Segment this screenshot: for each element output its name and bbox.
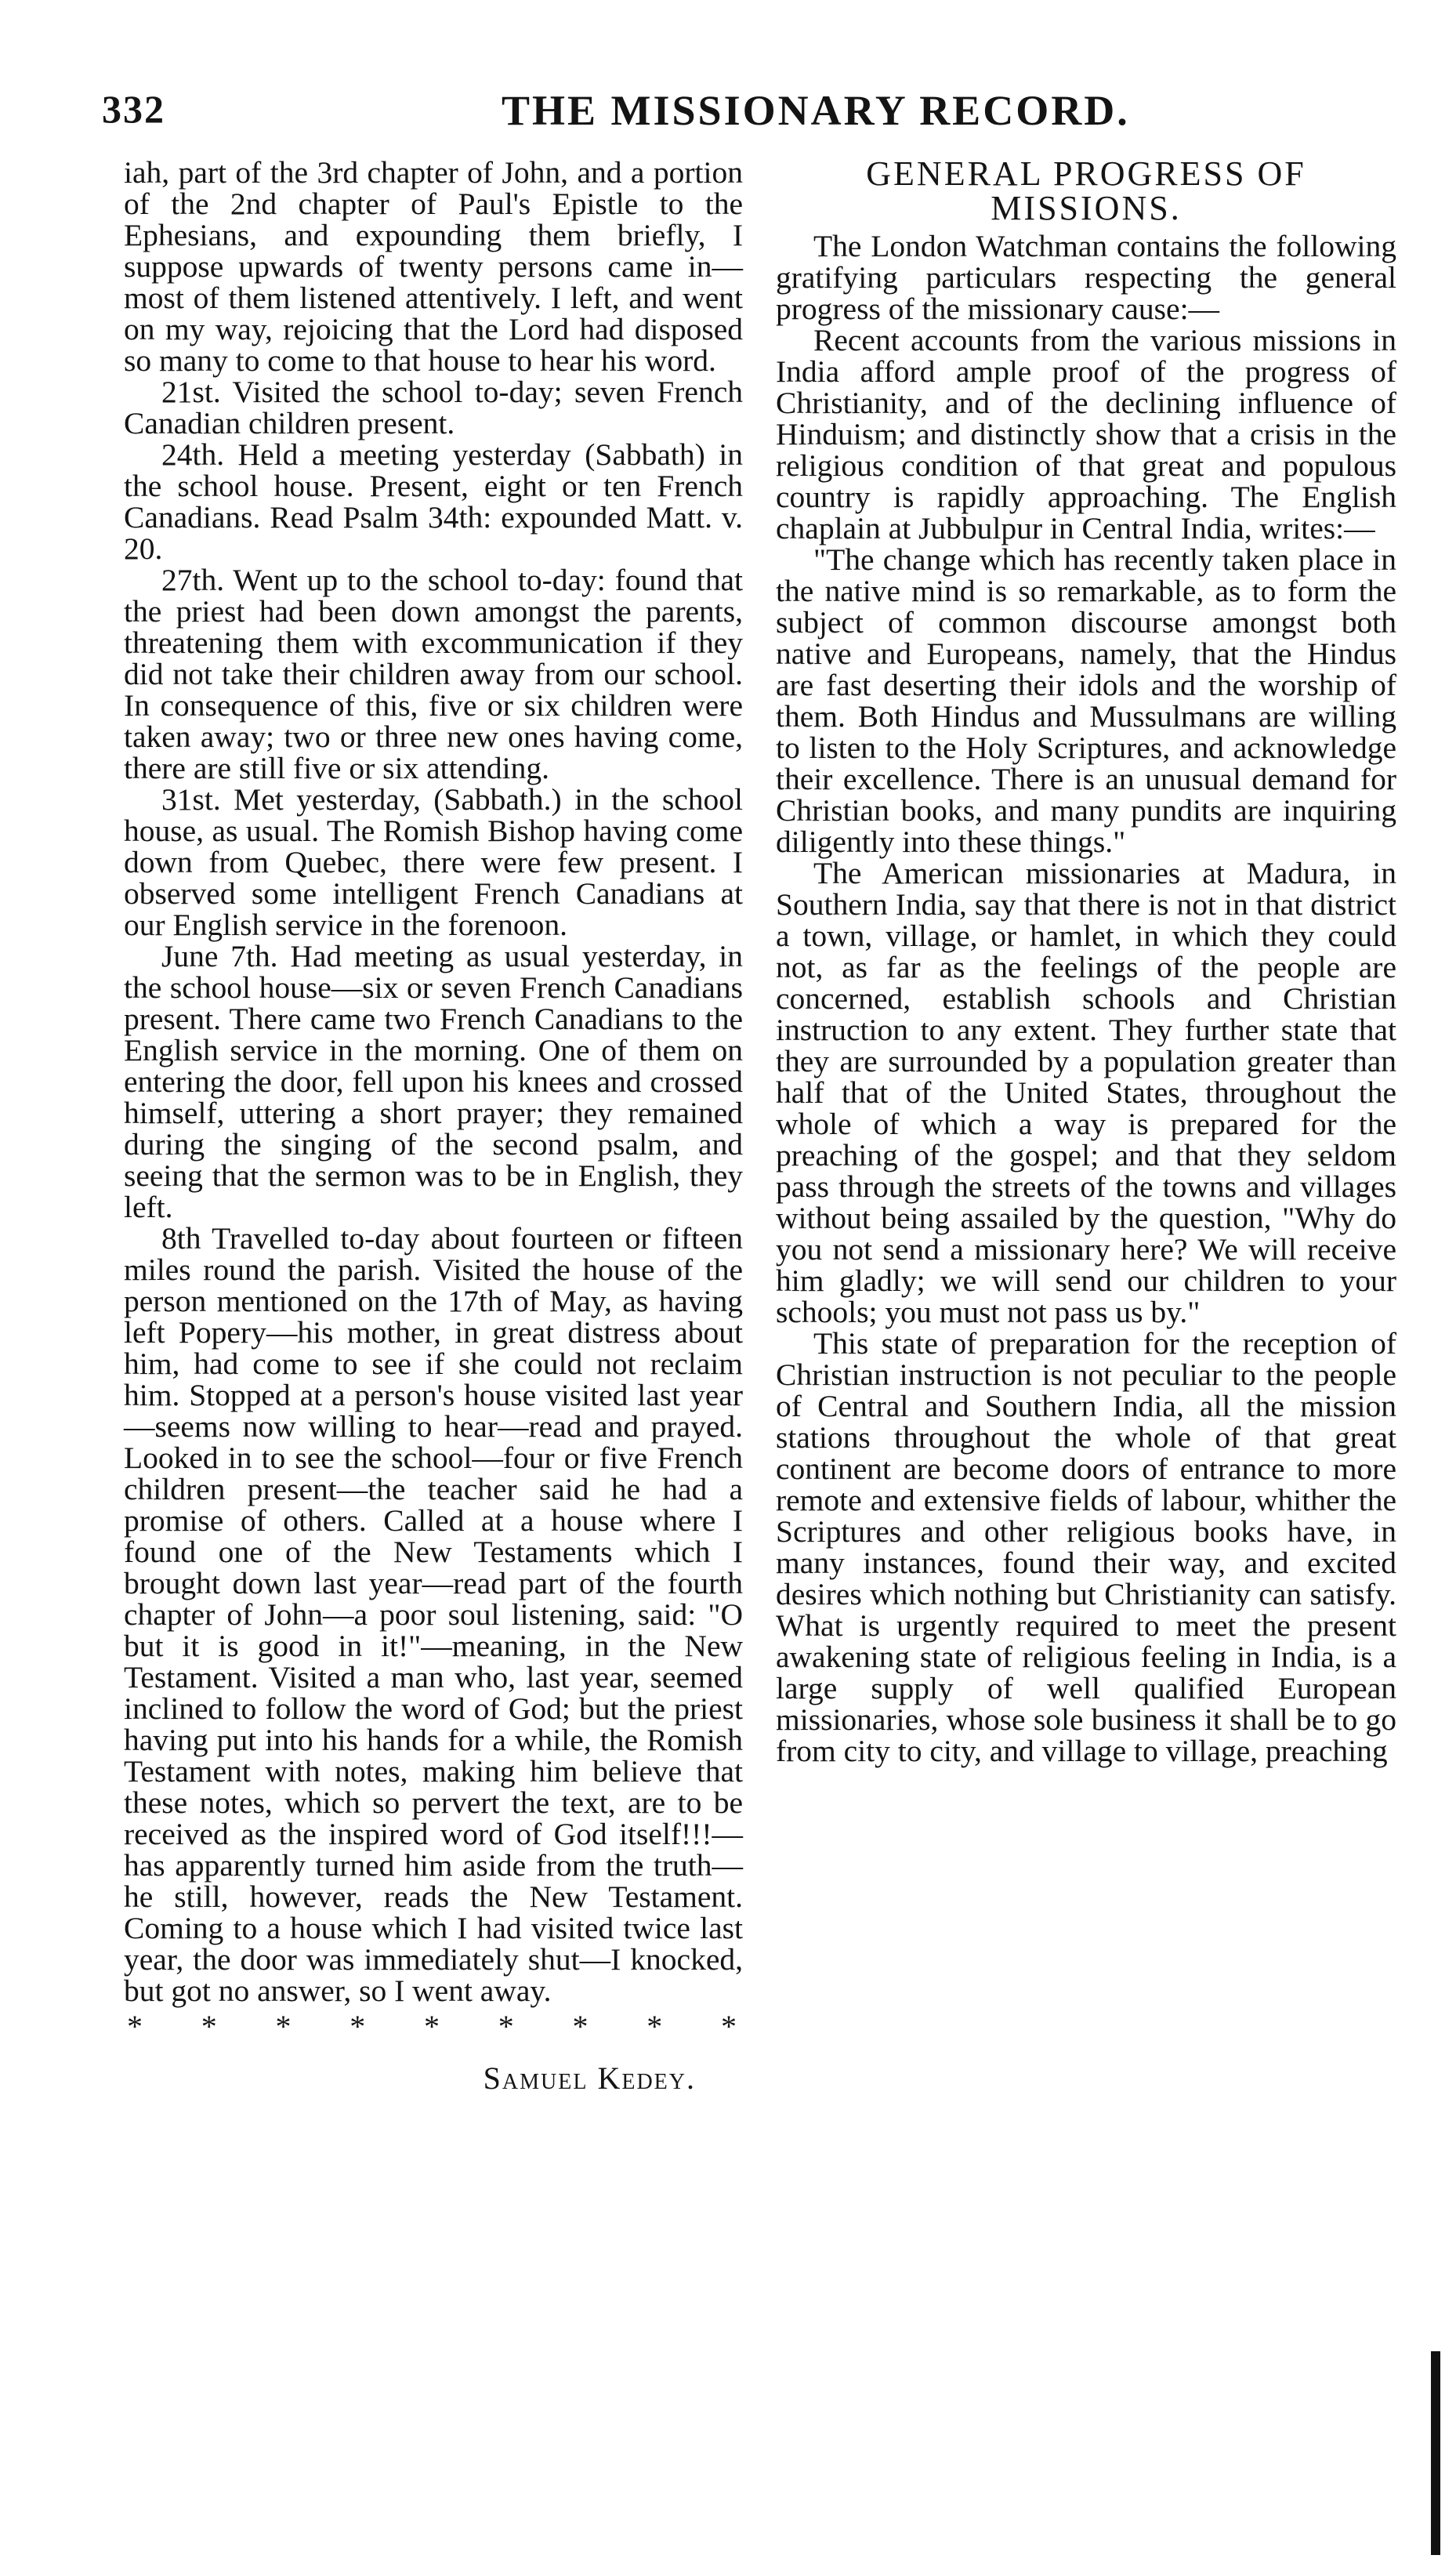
journal-entry-21st: 21st. Visited the school to-day; seven French Canadian children present. [124, 375, 743, 440]
left-column [124, 157, 743, 2094]
binding-edge-shadow [1431, 2351, 1440, 2555]
journal-entry-27th: 27th. Went up to the school to-day: found that the priest had been down amongst the parents, threatening them with excommunication if they did not take their children away from our school. In consequence of this, five or six children were taken away; two or three new ones having come, there are still five or six attending. [124, 563, 743, 785]
journal-entry-31st: 31st. Met yesterday, (Sabbath.) in the school house, as usual. The Romish Bishop having come down from Quebec, there were few present. I observed some intelligent French Canadians at our English service in the forenoon. [124, 782, 743, 942]
page-number: 332 [102, 87, 165, 131]
article-intro-paragraph: The London Watchman contains the following gratifying particulars respecting the general progress of the missionary cause:— [776, 229, 1396, 326]
article-paragraph: This state of preparation for the reception of Christian instruction is not peculiar to the people of Central and Southern India, all the mission stations throughout the whole of that great continent are become doors of entrance to more remote and extensive fields of labour, whither the Scriptures and other religious books have, in many instances, found their way, and excited desires which nothing but Christianity can satisfy. What is urgently required to meet the present awakening state of religious feeling in India, is a large supply of well qualified European missionaries, whose sole business it shall be to go from city to city, and village to village, preaching [776, 1326, 1396, 1768]
page-header [102, 86, 1387, 141]
article-paragraph: Recent accounts from the various missions in India afford ample proof of the progress of Christianity, and of the declining influence of Hinduism; and distinctly show that a crisis in the religious condition of that great and populous country is rapidly approaching. The English chaplain at Jubbulpur in Central India, writes:— [776, 323, 1396, 545]
journal-paragraph: iah, part of the 3rd chapter of John, and a portion of the 2nd chapter of Paul's Epistle to the Ephesians, and expounding them briefly, I suppose upwards of twenty persons came in—most of them listened attentively. I left, and went on my way, rejoicing that the Lord had disposed so many to come to that house to hear his word. [124, 155, 743, 378]
journal-entry-june-7th: June 7th. Had meeting as usual yesterday, in the school house—six or seven French Canadians present. There came two French Canadians to the English service in the morning. One of them on entering the door, fell upon his knees and crossed himself, uttering a short prayer; they remained during the singing of the second psalm, and seeing that the sermon was to be in English, they left. [124, 939, 743, 1224]
journal-entry-24th: 24th. Held a meeting yesterday (Sabbath) in the school house. Present, eight or ten French Canadians. Read Psalm 34th: expounded Matt. v. 20. [124, 437, 743, 566]
journal-entry-8th: 8th Travelled to-day about fourteen or fifteen miles round the parish. Visited the house of the person mentioned on the 17th of May, as having left Popery—his mother, in great distress about him, had come to see if she could not reclaim him. Stopped at a person's house visited last year—seems now willing to hear—read and prayed. Looked in to see the school—four or five French children present—the teacher said he had a promise of others. Called at a house where I found one of the New Testaments which I brought down last year—read part of the fourth chapter of John—a poor soul listening, said: "O but it is good in it!"—meaning, in the New Testament. Visited a man who, last year, seemed inclined to follow the word of God; but the priest having put into his hands for a while, the Romish Testament with notes, making him believe that these notes, which so pervert the text, are to be received as the inspired word of God itself!!!—has apparently turned him aside from the truth—he still, however, reads the New Testament. Coming to a house which I had visited twice last year, the door was immediately shut—I knocked, but got no answer, so I went away. [124, 1221, 743, 2008]
right-column [776, 154, 1396, 1768]
author-signature: Samuel Kedey. [483, 2060, 696, 2096]
running-head: THE MISSIONARY RECORD. [502, 87, 1130, 134]
chaplain-quote-paragraph: "The change which has recently taken place in the native mind is so remarkable, as to form the subject of common discourse amongst both native and Europeans, namely, that the Hindus are fast deserting their idols and the worship of them. Both Hindus and Mussulmans are willing to listen to the Holy Scriptures, and acknowledge their excellence. There is an unusual demand for Christian books, and many pundits are inquiring diligently into these things." [776, 542, 1396, 859]
section-divider-asterisks: * * * * * * * * * [127, 2009, 740, 2044]
article-paragraph: The American missionaries at Madura, in Southern India, say that there is not in that district a town, village, or hamlet, in which they could not, as far as the feelings of the people are concerned, establish schools and Christian instruction to any extent. They further state that they are surrounded by a population greater than half that of the United States, throughout the whole of which a way is prepared for the preaching of the gospel; and that they seldom pass through the streets of the towns and villages without being assailed by the question, "Why do you not send a missionary here? We will receive him gladly; we will send our children to your schools; you must not pass us by." [776, 856, 1396, 1329]
article-heading: GENERAL PROGRESS OF MISSIONS. [866, 154, 1306, 227]
